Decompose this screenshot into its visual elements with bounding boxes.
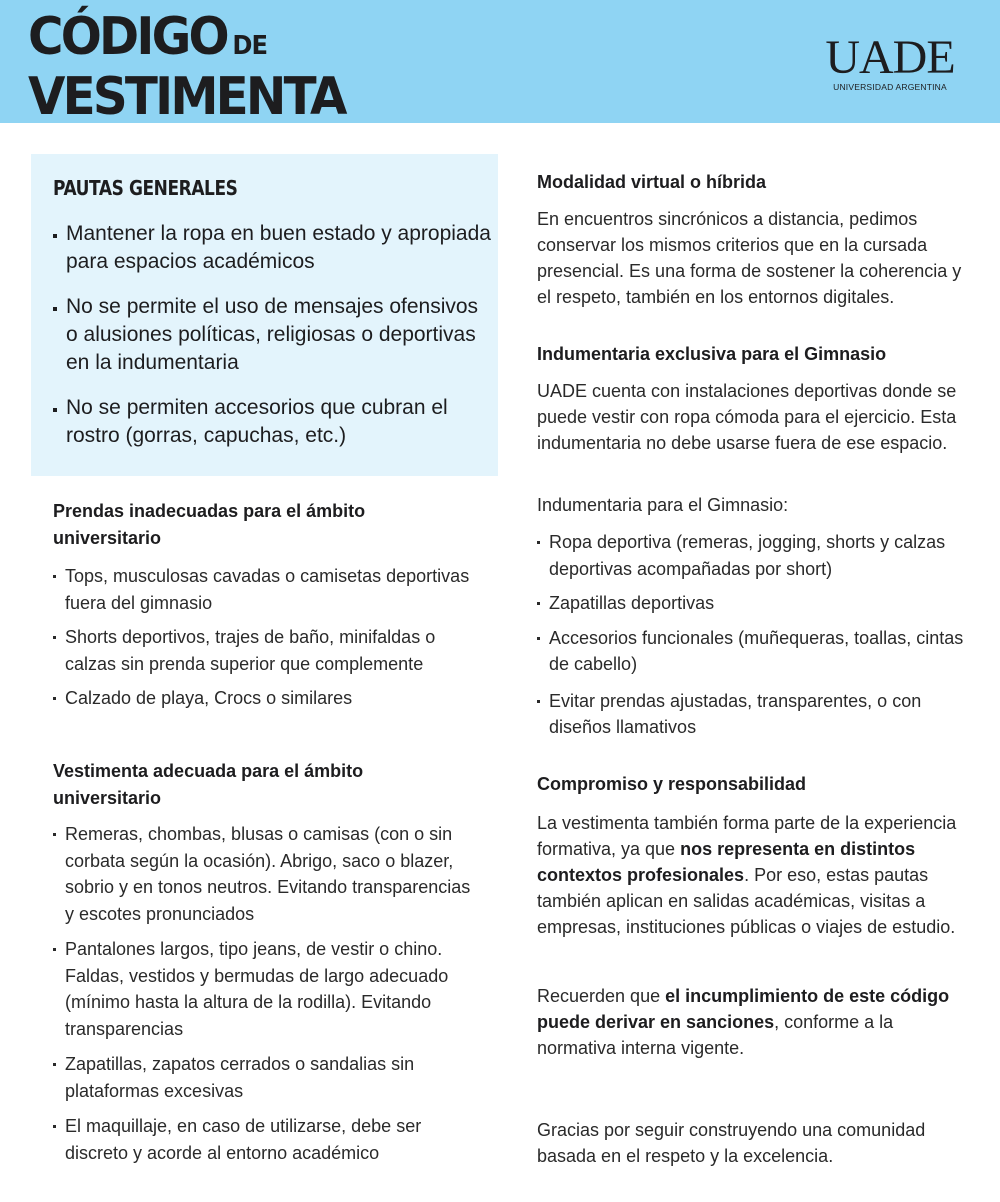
- gym-list-intro: Indumentaria para el Gimnasio:: [537, 495, 789, 515]
- inadequate-title: Prendas inadecuadas para el ámbito universitario: [53, 501, 366, 548]
- title-connector: DE: [232, 31, 268, 61]
- general-guidelines-list: [53, 220, 493, 467]
- general-guidelines-title: PAUTAS GENERALES: [53, 176, 238, 200]
- list-item: Mantener la ropa en buen estado y apropiada para espacios académicos: [53, 220, 493, 276]
- virtual-title: Modalidad virtual o híbrida: [537, 172, 767, 192]
- list-item: Evitar prendas ajustadas, transparentes, o con diseños llamativos: [537, 688, 967, 741]
- gym-list: [537, 529, 967, 741]
- list-item: El maquillaje, en caso de utilizarse, debe ser discreto y acorde al entorno académico: [53, 1113, 478, 1166]
- logo-subtitle: UNIVERSIDAD ARGENTINA: [833, 82, 947, 92]
- list-item: No se permiten accesorios que cubran el rostro (gorras, capuchas, etc.): [53, 394, 493, 450]
- virtual-text: En encuentros sincrónicos a distancia, pedimos conservar los mismos criterios que en la cursada presencial. Es una forma de sostener la coherencia y el respeto, también en los entornos digitales.: [537, 209, 962, 307]
- commitment-paragraph-1: La vestimenta también forma parte de la experiencia formativa, ya que nos representa en distintos contextos profesionales. Por eso, estas pautas también aplican en salidas académicas, visitas a empresas, instituciones públicas o viajes de estudio.: [537, 813, 957, 937]
- gym-text: UADE cuenta con instalaciones deportivas donde se puede vestir con ropa cómoda para el ejercicio. Esta indumentaria no debe usarse fuera de ese espacio.: [537, 381, 957, 453]
- closing-text: Gracias por seguir construyendo una comunidad basada en el respeto y la excelencia.: [537, 1120, 926, 1166]
- list-item: Ropa deportiva (remeras, jogging, shorts y calzas deportivas acompañadas por short): [537, 529, 967, 582]
- list-item: Remeras, chombas, blusas o camisas (con o sin corbata según la ocasión). Abrigo, saco o blazer, sobrio y en tonos neutros. Evitando transparencias y escotes pronunciados: [53, 821, 478, 927]
- title-line-2: VESTIMENTA: [28, 67, 345, 127]
- commitment-title: Compromiso y responsabilidad: [537, 774, 807, 794]
- list-item: Calzado de playa, Crocs o similares: [53, 685, 473, 712]
- adequate-list: [53, 821, 478, 1166]
- inadequate-list: [53, 563, 473, 712]
- list-item: Pantalones largos, tipo jeans, de vestir o chino. Faldas, vestidos y bermudas de largo adecuado (mínimo hasta la altura de la rodilla). Evitando transparencias: [53, 936, 478, 1042]
- list-item: No se permite el uso de mensajes ofensivos o alusiones políticas, religiosas o deportivas en la indumentaria: [53, 293, 493, 377]
- list-item: Tops, musculosas cavadas o camisetas deportivas fuera del gimnasio: [53, 563, 473, 616]
- commitment-paragraph-2: Recuerden que el incumplimiento de este código puede derivar en sanciones, conforme a la normativa interna vigente.: [537, 986, 950, 1058]
- page-title: [28, 7, 345, 133]
- list-item: Zapatillas, zapatos cerrados o sandalias sin plataformas excesivas: [53, 1051, 478, 1104]
- adequate-title: Vestimenta adecuada para el ámbito universitario: [53, 761, 364, 808]
- list-item: Zapatillas deportivas: [537, 590, 967, 617]
- list-item: Shorts deportivos, trajes de baño, minifaldas o calzas sin prenda superior que complemente: [53, 624, 473, 677]
- gym-title: Indumentaria exclusiva para el Gimnasio: [537, 344, 887, 364]
- logo-mark: UADE: [825, 31, 955, 84]
- header-banner: [0, 0, 1000, 127]
- uade-logo: [820, 31, 960, 92]
- title-line-1: CÓDIGO: [28, 7, 227, 67]
- list-item: Accesorios funcionales (muñequeras, toallas, cintas de cabello): [537, 625, 967, 678]
